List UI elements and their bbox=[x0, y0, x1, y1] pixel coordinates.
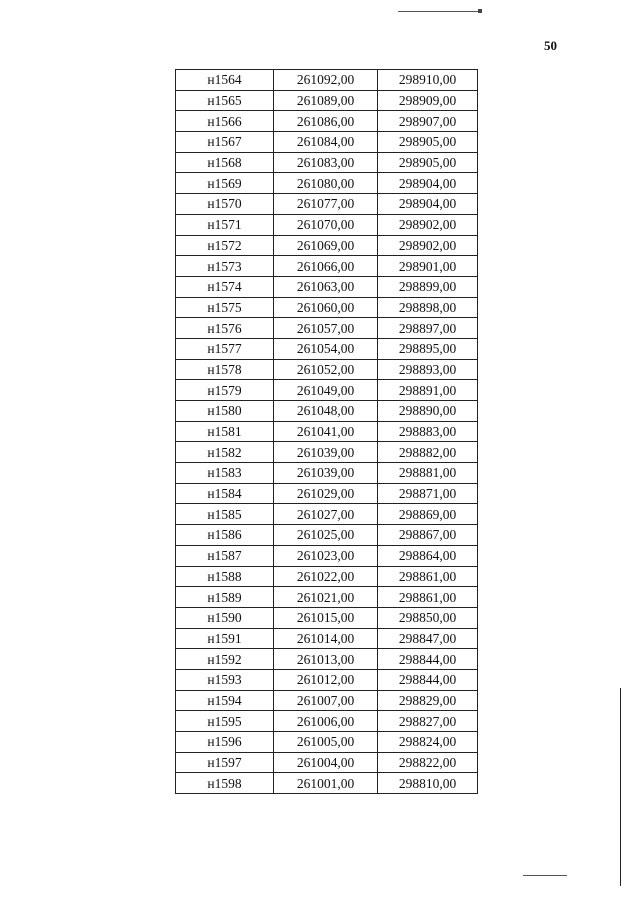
y-coordinate-cell: 298881,00 bbox=[378, 463, 478, 484]
x-coordinate-cell: 261006,00 bbox=[274, 711, 378, 732]
table-row bbox=[176, 732, 478, 753]
x-coordinate-cell: 261080,00 bbox=[274, 173, 378, 194]
point-id-cell: н1586 bbox=[176, 525, 274, 546]
point-id-cell: н1566 bbox=[176, 111, 274, 132]
scan-edge-line bbox=[620, 688, 621, 886]
bottom-rule bbox=[523, 875, 567, 876]
table-row bbox=[176, 463, 478, 484]
x-coordinate-cell: 261084,00 bbox=[274, 132, 378, 153]
y-coordinate-cell: 298901,00 bbox=[378, 256, 478, 277]
table-row bbox=[176, 587, 478, 608]
x-coordinate-cell: 261039,00 bbox=[274, 463, 378, 484]
table-row bbox=[176, 173, 478, 194]
x-coordinate-cell: 261039,00 bbox=[274, 442, 378, 463]
y-coordinate-cell: 298869,00 bbox=[378, 504, 478, 525]
y-coordinate-cell: 298847,00 bbox=[378, 628, 478, 649]
point-id-cell: н1569 bbox=[176, 173, 274, 194]
table-row bbox=[176, 90, 478, 111]
point-id-cell: н1592 bbox=[176, 649, 274, 670]
top-rule-mark bbox=[478, 9, 482, 13]
point-id-cell: н1580 bbox=[176, 401, 274, 422]
point-id-cell: н1573 bbox=[176, 256, 274, 277]
point-id-cell: н1584 bbox=[176, 483, 274, 504]
y-coordinate-cell: 298844,00 bbox=[378, 669, 478, 690]
point-id-cell: н1597 bbox=[176, 752, 274, 773]
table-row bbox=[176, 711, 478, 732]
table-row bbox=[176, 773, 478, 794]
x-coordinate-cell: 261066,00 bbox=[274, 256, 378, 277]
point-id-cell: н1596 bbox=[176, 732, 274, 753]
x-coordinate-cell: 261007,00 bbox=[274, 690, 378, 711]
table-row bbox=[176, 504, 478, 525]
table-row bbox=[176, 483, 478, 504]
y-coordinate-cell: 298899,00 bbox=[378, 276, 478, 297]
y-coordinate-cell: 298810,00 bbox=[378, 773, 478, 794]
x-coordinate-cell: 261086,00 bbox=[274, 111, 378, 132]
point-id-cell: н1568 bbox=[176, 152, 274, 173]
y-coordinate-cell: 298891,00 bbox=[378, 380, 478, 401]
y-coordinate-cell: 298871,00 bbox=[378, 483, 478, 504]
x-coordinate-cell: 261027,00 bbox=[274, 504, 378, 525]
y-coordinate-cell: 298898,00 bbox=[378, 297, 478, 318]
point-id-cell: н1594 bbox=[176, 690, 274, 711]
x-coordinate-cell: 261029,00 bbox=[274, 483, 378, 504]
y-coordinate-cell: 298909,00 bbox=[378, 90, 478, 111]
table-row bbox=[176, 132, 478, 153]
table-row bbox=[176, 649, 478, 670]
point-id-cell: н1572 bbox=[176, 235, 274, 256]
y-coordinate-cell: 298861,00 bbox=[378, 587, 478, 608]
table-row bbox=[176, 297, 478, 318]
y-coordinate-cell: 298895,00 bbox=[378, 338, 478, 359]
table-row bbox=[176, 690, 478, 711]
x-coordinate-cell: 261014,00 bbox=[274, 628, 378, 649]
y-coordinate-cell: 298905,00 bbox=[378, 152, 478, 173]
table-row bbox=[176, 70, 478, 91]
table-row bbox=[176, 318, 478, 339]
table-row bbox=[176, 235, 478, 256]
x-coordinate-cell: 261022,00 bbox=[274, 566, 378, 587]
point-id-cell: н1589 bbox=[176, 587, 274, 608]
y-coordinate-cell: 298890,00 bbox=[378, 401, 478, 422]
point-id-cell: н1598 bbox=[176, 773, 274, 794]
x-coordinate-cell: 261015,00 bbox=[274, 607, 378, 628]
y-coordinate-cell: 298844,00 bbox=[378, 649, 478, 670]
x-coordinate-cell: 261092,00 bbox=[274, 70, 378, 91]
point-id-cell: н1583 bbox=[176, 463, 274, 484]
y-coordinate-cell: 298829,00 bbox=[378, 690, 478, 711]
table-row bbox=[176, 194, 478, 215]
coordinates-table bbox=[175, 69, 478, 794]
y-coordinate-cell: 298861,00 bbox=[378, 566, 478, 587]
table-row bbox=[176, 607, 478, 628]
table-row bbox=[176, 401, 478, 422]
y-coordinate-cell: 298864,00 bbox=[378, 545, 478, 566]
table-row bbox=[176, 669, 478, 690]
coordinates-table-body bbox=[176, 70, 478, 794]
x-coordinate-cell: 261063,00 bbox=[274, 276, 378, 297]
y-coordinate-cell: 298902,00 bbox=[378, 235, 478, 256]
point-id-cell: н1587 bbox=[176, 545, 274, 566]
table-row bbox=[176, 359, 478, 380]
y-coordinate-cell: 298850,00 bbox=[378, 607, 478, 628]
y-coordinate-cell: 298905,00 bbox=[378, 132, 478, 153]
point-id-cell: н1582 bbox=[176, 442, 274, 463]
point-id-cell: н1564 bbox=[176, 70, 274, 91]
x-coordinate-cell: 261001,00 bbox=[274, 773, 378, 794]
y-coordinate-cell: 298897,00 bbox=[378, 318, 478, 339]
y-coordinate-cell: 298882,00 bbox=[378, 442, 478, 463]
page-number: 50 bbox=[544, 38, 557, 53]
point-id-cell: н1590 bbox=[176, 607, 274, 628]
point-id-cell: н1575 bbox=[176, 297, 274, 318]
point-id-cell: н1576 bbox=[176, 318, 274, 339]
point-id-cell: н1571 bbox=[176, 214, 274, 235]
point-id-cell: н1565 bbox=[176, 90, 274, 111]
table-row bbox=[176, 421, 478, 442]
y-coordinate-cell: 298907,00 bbox=[378, 111, 478, 132]
y-coordinate-cell: 298883,00 bbox=[378, 421, 478, 442]
y-coordinate-cell: 298904,00 bbox=[378, 194, 478, 215]
x-coordinate-cell: 261023,00 bbox=[274, 545, 378, 566]
x-coordinate-cell: 261004,00 bbox=[274, 752, 378, 773]
x-coordinate-cell: 261005,00 bbox=[274, 732, 378, 753]
point-id-cell: н1585 bbox=[176, 504, 274, 525]
x-coordinate-cell: 261054,00 bbox=[274, 338, 378, 359]
table-row bbox=[176, 442, 478, 463]
table-row bbox=[176, 214, 478, 235]
x-coordinate-cell: 261083,00 bbox=[274, 152, 378, 173]
table-row bbox=[176, 566, 478, 587]
table-row bbox=[176, 628, 478, 649]
point-id-cell: н1567 bbox=[176, 132, 274, 153]
x-coordinate-cell: 261052,00 bbox=[274, 359, 378, 380]
x-coordinate-cell: 261012,00 bbox=[274, 669, 378, 690]
table-row bbox=[176, 152, 478, 173]
x-coordinate-cell: 261041,00 bbox=[274, 421, 378, 442]
y-coordinate-cell: 298867,00 bbox=[378, 525, 478, 546]
y-coordinate-cell: 298822,00 bbox=[378, 752, 478, 773]
point-id-cell: н1595 bbox=[176, 711, 274, 732]
y-coordinate-cell: 298827,00 bbox=[378, 711, 478, 732]
x-coordinate-cell: 261089,00 bbox=[274, 90, 378, 111]
x-coordinate-cell: 261069,00 bbox=[274, 235, 378, 256]
point-id-cell: н1579 bbox=[176, 380, 274, 401]
point-id-cell: н1593 bbox=[176, 669, 274, 690]
table-row bbox=[176, 752, 478, 773]
top-rule bbox=[398, 11, 482, 12]
x-coordinate-cell: 261021,00 bbox=[274, 587, 378, 608]
point-id-cell: н1578 bbox=[176, 359, 274, 380]
table-row bbox=[176, 525, 478, 546]
point-id-cell: н1581 bbox=[176, 421, 274, 442]
table-row bbox=[176, 338, 478, 359]
x-coordinate-cell: 261057,00 bbox=[274, 318, 378, 339]
table-row bbox=[176, 256, 478, 277]
point-id-cell: н1570 bbox=[176, 194, 274, 215]
x-coordinate-cell: 261048,00 bbox=[274, 401, 378, 422]
point-id-cell: н1574 bbox=[176, 276, 274, 297]
x-coordinate-cell: 261049,00 bbox=[274, 380, 378, 401]
point-id-cell: н1577 bbox=[176, 338, 274, 359]
table-row bbox=[176, 380, 478, 401]
table-row bbox=[176, 111, 478, 132]
point-id-cell: н1588 bbox=[176, 566, 274, 587]
y-coordinate-cell: 298893,00 bbox=[378, 359, 478, 380]
table-row bbox=[176, 545, 478, 566]
x-coordinate-cell: 261025,00 bbox=[274, 525, 378, 546]
y-coordinate-cell: 298902,00 bbox=[378, 214, 478, 235]
y-coordinate-cell: 298904,00 bbox=[378, 173, 478, 194]
x-coordinate-cell: 261070,00 bbox=[274, 214, 378, 235]
x-coordinate-cell: 261013,00 bbox=[274, 649, 378, 670]
point-id-cell: н1591 bbox=[176, 628, 274, 649]
x-coordinate-cell: 261077,00 bbox=[274, 194, 378, 215]
table-row bbox=[176, 276, 478, 297]
y-coordinate-cell: 298910,00 bbox=[378, 70, 478, 91]
x-coordinate-cell: 261060,00 bbox=[274, 297, 378, 318]
y-coordinate-cell: 298824,00 bbox=[378, 732, 478, 753]
